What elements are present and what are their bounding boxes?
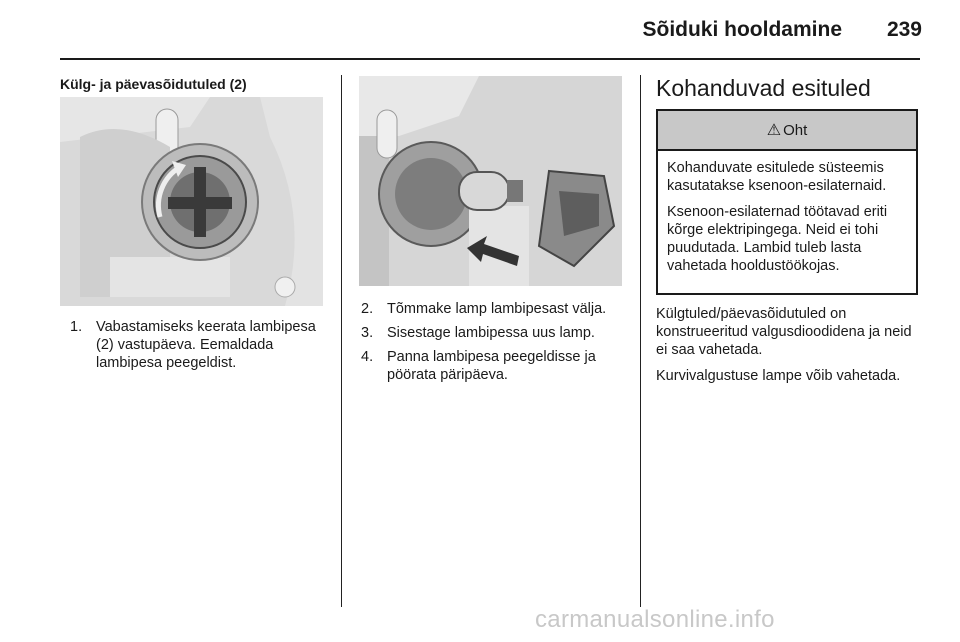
warning-paragraph: Kohanduvate esitulede süsteemis kasutatakse ksenoon-esilaternaid. xyxy=(667,160,887,194)
step-text: Panna lambipesa peegeldisse ja pöörata päripäeva. xyxy=(387,349,596,383)
step-number: 3. xyxy=(361,325,374,341)
danger-warning-box xyxy=(656,109,918,295)
step-text: Vabastamiseks keerata lambipesa (2) vastupäeva. Eemaldada lambipesa peegeldist. xyxy=(96,319,316,371)
left-steps-list xyxy=(70,318,320,378)
column-divider-right xyxy=(640,75,641,607)
bulb-replacement-illustration xyxy=(359,76,622,286)
step-item xyxy=(361,324,623,342)
warning-body xyxy=(658,151,916,275)
right-body-text xyxy=(656,305,926,393)
column-divider-left xyxy=(341,75,342,607)
step-item xyxy=(70,318,320,372)
step-item xyxy=(361,348,623,384)
section-heading: Kohanduvad esituled xyxy=(656,75,871,101)
step-text: Tõmmake lamp lambipesast välja. xyxy=(387,301,607,317)
warning-label: Oht xyxy=(783,121,808,139)
warning-header xyxy=(658,111,916,151)
section-title: Külg- ja päevasõidutuled (2) xyxy=(60,76,247,92)
warning-paragraph: Ksenoon-esilaternad töötavad eriti kõrge elektripingega. Neid ei tohi puudutada. Lambid tuleb lasta vahetada hooldustöökojas. xyxy=(667,204,888,274)
watermark-text: carmanualsonline.info xyxy=(535,606,775,633)
step-number: 4. xyxy=(361,349,374,365)
warning-triangle-icon: ⚠ xyxy=(766,122,782,139)
step-number: 1. xyxy=(70,319,83,335)
step-text: Sisestage lambipessa uus lamp. xyxy=(387,325,595,341)
body-paragraph: Kurvivalgustuse lampe võib vahetada. xyxy=(656,368,901,384)
page-header-title: Sõiduki hooldamine xyxy=(642,18,842,41)
body-paragraph: Külgtuled/päevasõidutuled on konstrueeritud valgusdioodidena ja neid ei saa vahetada. xyxy=(656,306,912,358)
socket-removal-illustration xyxy=(60,97,323,306)
step-item xyxy=(361,300,623,318)
middle-steps-list xyxy=(361,300,623,390)
page-number: 239 xyxy=(886,18,922,41)
header-divider xyxy=(60,58,920,60)
step-number: 2. xyxy=(361,301,374,317)
